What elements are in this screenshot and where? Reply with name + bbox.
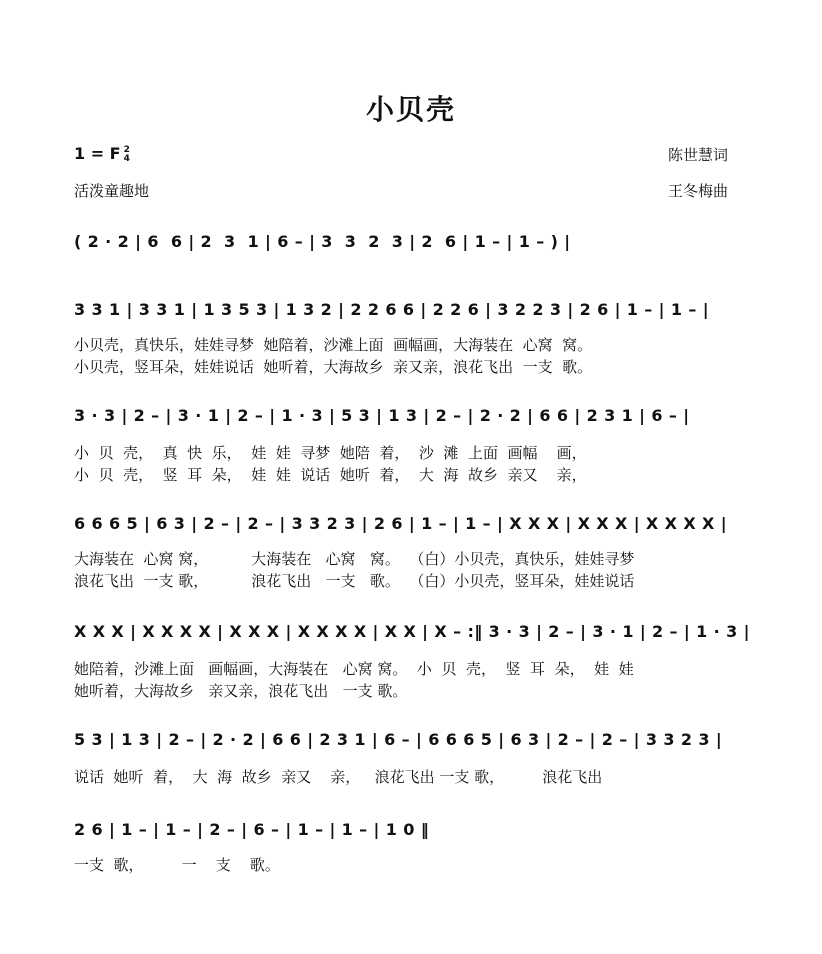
notation-line: 6 6 6 5 | 6 3 | 2 – | 2 – | 3 3 2 3 | 2 6 | 1 – | 1 – | X X X | X X X | X X X X | xyxy=(74,514,727,533)
lyric-line: 她陪着，沙滩上面 画幅画，大海装在 心窝 窝。 小 贝 壳， 竖 耳 朵， 娃 娃 xyxy=(74,660,634,678)
lyric-line: 大海装在 心窝 窝， 大海装在 心窝 窝。 （白）小贝壳，真快乐，娃娃寻梦 xyxy=(74,550,635,568)
notation-line: 3 3 1 | 3 3 1 | 1 3 5 3 | 1 3 2 | 2 2 6 6 | 2 2 6 | 3 2 2 3 | 2 6 | 1 – | 1 – | xyxy=(74,300,709,319)
lyricist-credit: 陈世慧词 xyxy=(668,146,729,164)
notation-line: X X X | X X X X | X X X | X X X X | X X | X – :‖ 3 · 3 | 2 – | 3 · 1 | 2 – | 1 · 3 | xyxy=(74,622,750,641)
key-signature xyxy=(74,144,130,164)
lyric-line: 小贝壳，真快乐，娃娃寻梦 她陪着，沙滩上面 画幅画，大海装在 心窝 窝。 xyxy=(74,336,593,354)
lyric-line: 小 贝 壳， 真 快 乐， 娃 娃 寻梦 她陪 着， 沙 滩 上面 画幅 画， xyxy=(74,444,587,462)
notation-line: 3 · 3 | 2 – | 3 · 1 | 2 – | 1 · 3 | 5 3 | 1 3 | 2 – | 2 · 2 | 6 6 | 2 3 1 | 6 – | xyxy=(74,406,690,425)
beats-bottom: 4 xyxy=(123,153,130,164)
lyric-line: 说话 她听 着， 大 海 故乡 亲又 亲， 浪花飞出 一支 歌， 浪花飞出 xyxy=(74,768,603,786)
lyric-line: 一支 歌， 一 支 歌。 xyxy=(74,856,280,874)
time-signature xyxy=(124,146,130,164)
beats-top: 2 xyxy=(123,144,130,155)
notation-line: ( 2 · 2 | 6 6 | 2 3 1 | 6 – | 3 3 2 3 | 2 6 | 1 – | 1 – ) | xyxy=(74,232,571,251)
tempo-marking: 活泼童趣地 xyxy=(74,182,150,200)
lyric-line: 她听着，大海故乡 亲又亲，浪花飞出 一支 歌。 xyxy=(74,682,408,700)
lyric-line: 小 贝 壳， 竖 耳 朵， 娃 娃 说话 她听 着， 大 海 故乡 亲又 亲， xyxy=(74,466,587,484)
lyric-line: 浪花飞出 一支 歌， 浪花飞出 一支 歌。 （白）小贝壳，竖耳朵，娃娃说话 xyxy=(74,572,635,590)
lyric-line: 小贝壳，竖耳朵，娃娃说话 她听着，大海故乡 亲又亲，浪花飞出 一支 歌。 xyxy=(74,358,593,376)
song-title: 小贝壳 xyxy=(365,93,456,126)
key-label: 1 = F xyxy=(74,144,121,163)
notation-line: 2 6 | 1 – | 1 – | 2 – | 6 – | 1 – | 1 – | 1 0 ‖ xyxy=(74,820,430,839)
notation-line: 5 3 | 1 3 | 2 – | 2 · 2 | 6 6 | 2 3 1 | 6 – | 6 6 6 5 | 6 3 | 2 – | 2 – | 3 3 2 3 | xyxy=(74,730,723,749)
composer-credit: 王冬梅曲 xyxy=(668,182,729,200)
